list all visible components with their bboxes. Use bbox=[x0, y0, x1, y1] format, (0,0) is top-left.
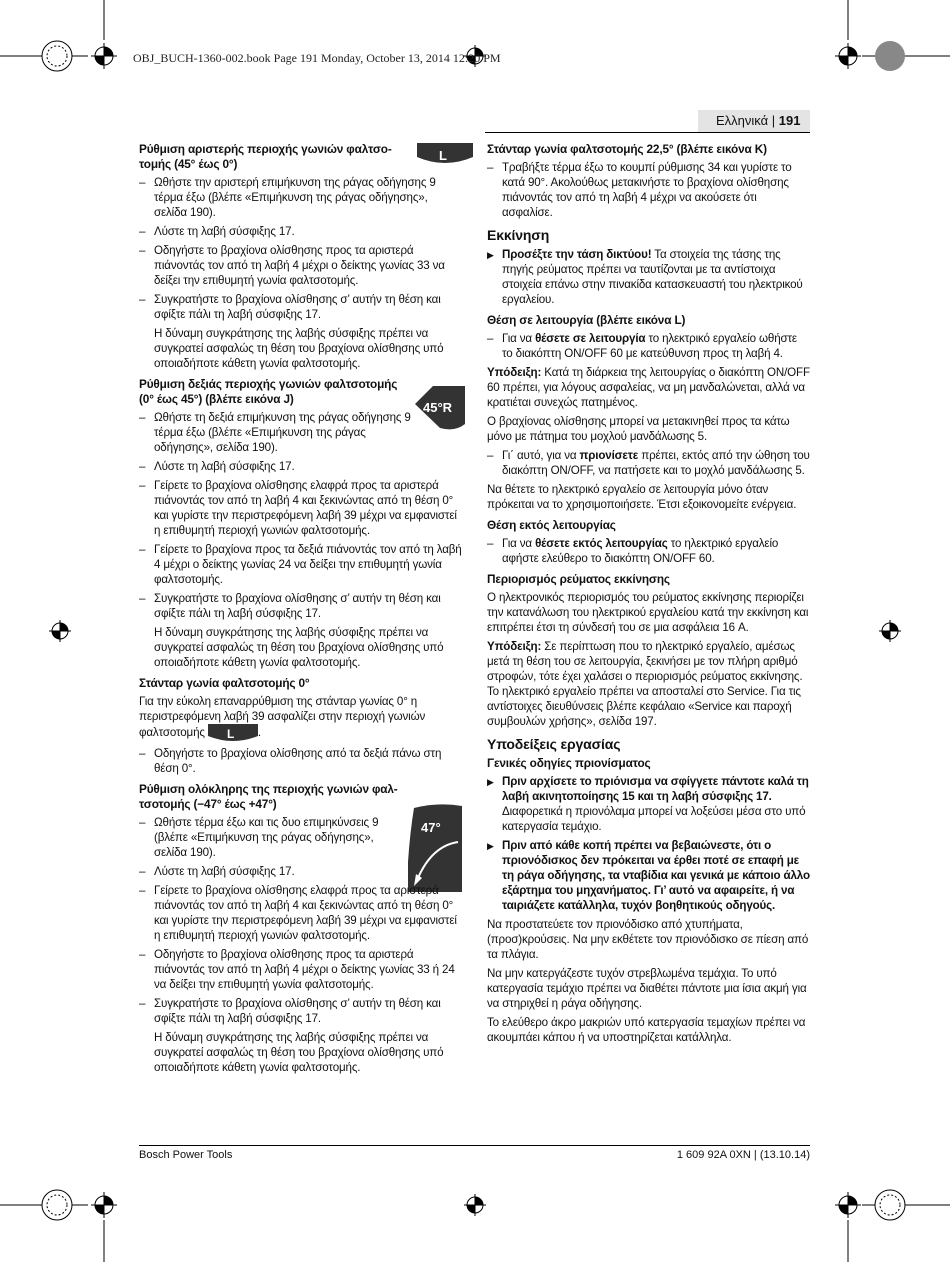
page-language: Ελληνικά bbox=[716, 113, 769, 128]
text: Γι΄ αυτό, για να bbox=[502, 449, 580, 462]
list-item: – Λύστε τη λαβή σύσφιξης 17. bbox=[139, 864, 463, 879]
paragraph-text: Για την εύκολη επαναρρύθμιση της στάνταρ γωνίας 0° η περιστρεφόμενη λαβή 39 ασφαλίζει στην περιοχή γωνιών φαλτσοτομής bbox=[139, 695, 426, 740]
list-item: – Οδηγήστε το βραχίονα ολίσθησης από τα δεξιά πάνω στη θέση 0°. bbox=[139, 746, 463, 776]
hint-label: Υπόδειξη: bbox=[487, 366, 542, 379]
section-heading-work-advice: Υποδείξεις εργασίας bbox=[487, 736, 621, 752]
page-header: Ελληνικά | 191 bbox=[716, 113, 801, 128]
warning-item bbox=[487, 774, 810, 834]
section-heading-standard-22-5: Στάνταρ γωνία φαλτσοτομής 22,5° (βλέπε εικόνα K) bbox=[487, 142, 767, 156]
text-bold: θέσετε σε λειτουργία bbox=[535, 332, 646, 345]
text-bold: πριονίσετε bbox=[579, 449, 639, 462]
warning-bold: Πριν από κάθε κοπή πρέπει να βεβαιώνεστε, ότι ο πριονόδισκος δεν πρόκειται να έρθει ποτέ σε επαφή με τη ράγα οδήγησης, τα νταβίδια και γενικά με κάποιο άλλο εξάρτημα του μηχανήματος. Γι’ αυτό να αφαιρείτε, ή να ταιριάζετε κατάλληλα, τυχόν βοηθητικούς οδηγούς. bbox=[502, 839, 810, 912]
section-heading-full-range: Ρύθμιση ολόκληρης της περιοχής γωνιών φαλ-τσοτομής (−47° έως +47°) bbox=[139, 782, 398, 811]
paragraph bbox=[139, 694, 463, 742]
list-item: – Ωθήστε την αριστερή επιμήκυνση της ράγας οδήγησης 9 τέρμα έξω (βλέπε «Επιμήκυνση της ράγας οδήγησης», σελίδα 190). bbox=[139, 175, 463, 220]
footer-right: 1 609 92A 0XN | (13.10.14) bbox=[676, 1149, 810, 1161]
list-item: – Ωθήστε τέρμα έξω και τις δυο επιμηκύνσεις 9 (βλέπε «Επιμήκυνση της ράγας οδήγησης», σελίδα 190). bbox=[139, 815, 409, 860]
list-item: – Τραβήξτε τέρμα έξω το κουμπί ρύθμισης 34 και γυρίστε το κατά 90°. Ακολούθως μετακινήστε το βραχίονα ολίσθησης πιάνοντάς τον από τη λαβή 4 μέχρι να ακούσετε ότι ασφαλίσε. bbox=[487, 160, 810, 220]
badge-L-text: L bbox=[439, 148, 447, 163]
badge-L-inline bbox=[208, 724, 258, 742]
text: Για να bbox=[502, 537, 536, 550]
warning-bold: Πριν αρχίσετε το πριόνισμα να σφίγγετε πάντοτε καλά τη λαβή ακινητοποίησης 15 και τη λαβή σύσφιξης 17. bbox=[502, 775, 809, 803]
page-number: 191 bbox=[778, 113, 801, 128]
paragraph: Να θέτετε το ηλεκτρικό εργαλείο σε λειτουργία μόνο όταν πρόκειται να το χρησιμοποιήσετε. Έτσι εξοικονομείτε ενέργεια. bbox=[487, 483, 797, 511]
text: το ηλεκτρικό εργαλείο ωθήστε το διακόπτη ON/OFF 60 με κατεύθυνση προς τη λαβή 4. bbox=[502, 332, 797, 360]
note-text: Η δύναμη συγκράτησης της λαβής σύσφιξης πρέπει να συγκρατεί ασφαλώς τη θέση του βραχίονα ολίσθησης υπό οποιαδήποτε κάθετη γωνία φαλτσοτομής. bbox=[154, 1031, 444, 1074]
badge-L-inline-text: L bbox=[226, 727, 235, 741]
note-text: Η δύναμη συγκράτησης της λαβής σύσφιξης πρέπει να συγκρατεί ασφαλώς τη θέση του βραχίονα ολίσθησης υπό οποιαδήποτε κάθετη γωνία φαλτσοτομής. bbox=[154, 626, 444, 669]
note-text: Η δύναμη συγκράτησης της λαβής σύσφιξης πρέπει να συγκρατεί ασφαλώς τη θέση του βραχίονα ολίσθησης υπό οποιαδήποτε κάθετη γωνία φαλτσοτομής. bbox=[154, 327, 444, 370]
section-heading-switch-on: Θέση σε λειτουργία (βλέπε εικόνα L) bbox=[487, 313, 686, 327]
subheading-general-sawing: Γενικές οδηγίες πριονίσματος bbox=[487, 756, 651, 770]
paragraph: Να μην κατεργάζεστε τυχόν στρεβλωμένα τεμάχια. Το υπό κατεργασία τεμάχιο πρέπει να διαθέτει πάντοτε μια ίσια ακμή για να στηριχθεί η ράγα οδήγησης. bbox=[487, 967, 807, 1010]
warning-bold: Προσέξτε την τάση δικτύου! bbox=[502, 248, 652, 261]
list-item bbox=[487, 331, 810, 361]
paragraph: Το ελεύθερο άκρο μακριών υπό κατεργασία τεμαχίων πρέπει να ακουμπάει κάπου ή να υποστηρίζεται κατάλληλα. bbox=[487, 1016, 806, 1044]
paragraph-end: . bbox=[257, 726, 261, 740]
hint-paragraph bbox=[487, 365, 810, 410]
left-column bbox=[139, 138, 463, 1079]
text-bold: θέσετε εκτός λειτουργίας bbox=[535, 537, 668, 550]
list-item: – Οδηγήστε το βραχίονα ολίσθησης προς τα αριστερά πιάνοντάς τον από τη λαβή 4 μέχρι ο δείκτης γωνίας 33 να δείξει την επιθυμητή γωνία φαλτσοτομής. bbox=[139, 243, 463, 288]
list-item: – Οδηγήστε το βραχίονα ολίσθησης προς τα αριστερά πιάνοντάς τον από τη λαβή 4 μέχρι ο δείκτης γωνίας 33 ή 24 να δείξει την επιθυμητή γωνία φαλτσοτομής. bbox=[139, 947, 463, 992]
right-column bbox=[487, 138, 810, 1049]
section-heading-starting-current: Περιορισμός ρεύματος εκκίνησης bbox=[487, 572, 670, 586]
badge-45R-text: 45°R bbox=[423, 400, 453, 415]
list-item: – Συγκρατήστε το βραχίονα ολίσθησης σ’ αυτήν τη θέση και σφίξτε πάλι τη λαβή σύσφιξης 17. bbox=[139, 292, 463, 322]
section-heading-standard-0: Στάνταρ γωνία φαλτσοτομής 0° bbox=[139, 676, 310, 690]
warning-item bbox=[487, 247, 810, 307]
hint-text: Σε περίπτωση που το ηλεκτρικό εργαλείο, αμέσως μετά τη θέση του σε λειτουργία, ξεκινήσει με τον πλήρη αριθμό στροφών, τότε έχει χαλάσει ο περιορισμός ρεύματος εκκίνησης. Το ηλεκτρικό εργαλείο πρέπει να αποσταλεί στο Service. Για τις αντίστοιχες διευθύνσεις βλέπε κεφάλαιο «Service και παροχή συμβουλών χρήσης», σελίδα 197. bbox=[487, 640, 803, 728]
hint-label: Υπόδειξη: bbox=[487, 640, 542, 653]
list-item bbox=[487, 448, 810, 478]
text: Για να bbox=[502, 332, 536, 345]
list-item: – Συγκρατήστε το βραχίονα ολίσθησης σ’ αυτήν τη θέση και σφίξτε πάλι τη λαβή σύσφιξης 17. bbox=[139, 996, 463, 1026]
section-heading-left-range: Ρύθμιση αριστερής περιοχής γωνιών φαλτσο-τομής (45° έως 0°) bbox=[139, 142, 392, 171]
paragraph: Ο βραχίονας ολίσθησης μπορεί να μετακινηθεί προς τα κάτω μόνο με πάτημα του μοχλού μανδάλωσης 5. bbox=[487, 415, 790, 443]
badge-47-text: 47° bbox=[421, 820, 441, 835]
list-item: – Ωθήστε τη δεξιά επιμήκυνση της ράγας οδήγησης 9 τέρμα έξω (βλέπε «Επιμήκυνση της ράγας οδήγησης», σελίδα 190). bbox=[139, 410, 414, 455]
footer-rule bbox=[139, 1145, 810, 1146]
paragraph: Να προστατεύετε τον πριονόδισκο από χτυπήματα, (προσ)κρούσεις. Να μην εκθέτετε τον πριονόδισκο σε πίεση από τα πλάγια. bbox=[487, 918, 809, 961]
list-item: – Συγκρατήστε το βραχίονα ολίσθησης σ’ αυτήν τη θέση και σφίξτε πάλι τη λαβή σύσφιξης 17. bbox=[139, 591, 463, 621]
section-heading-switch-off: Θέση εκτός λειτουργίας bbox=[487, 518, 616, 532]
list-item: – Λύστε τη λαβή σύσφιξης 17. bbox=[139, 459, 463, 474]
list-item: – Γείρετε το βραχίονα ολίσθησης ελαφρά προς τα αριστερά πιάνοντάς τον από τη λαβή 4 και ξεκινώντας από τη θέση 0° και γυρίστε την περιστρεφόμενη λαβή 39 μέχρι να εμφανιστεί η επιθυμητή περιοχή γωνιών φαλτσοτομής. bbox=[139, 883, 463, 943]
header-rule bbox=[485, 132, 810, 133]
hint-paragraph bbox=[487, 639, 810, 729]
footer-left: Bosch Power Tools bbox=[139, 1149, 233, 1161]
text: το ηλεκτρικό εργαλείο αφήστε ελεύθερο το διακόπτη ON/OFF 60. bbox=[502, 537, 779, 565]
print-file-info: OBJ_BUCH-1360-002.book Page 191 Monday, October 13, 2014 12:20 PM bbox=[133, 51, 501, 65]
warning-text: Τα στοιχεία της τάσης της πηγής ρεύματος πρέπει να ταυτίζονται με τα αντίστοιχα στοιχεία επάνω στην πινακίδα κατασκευαστή του ηλεκτρικού εργαλείου. bbox=[502, 248, 803, 306]
warning-text: Διαφορετικά η πριονόλαμα μπορεί να λοξεύσει μέσα στο υπό κατεργασία τεμάχιο. bbox=[502, 805, 806, 833]
section-heading-right-range: Ρύθμιση δεξιάς περιοχής γωνιών φαλτσοτομής (0° έως 45°) (βλέπε εικόνα J) bbox=[139, 377, 398, 406]
warning-item bbox=[487, 838, 810, 913]
text: πρέπει, εκτός από την ώθηση του διακόπτη ON/OFF, να πατήσετε και το μοχλό μανδάλωσης 5. bbox=[502, 449, 810, 477]
list-item: – Γείρετε το βραχίονα ολίσθησης ελαφρά προς τα αριστερά πιάνοντάς τον από τη λαβή 4 και ξεκινώντας από τη θέση 0° και γυρίστε την περιστρεφόμενη λαβή 39 μέχρι να εμφανιστεί η επιθυμητή περιοχή γωνιών φαλτσοτομής. bbox=[139, 478, 463, 538]
section-heading-start: Εκκίνηση bbox=[487, 227, 550, 243]
list-item bbox=[487, 536, 810, 566]
list-item: – Γείρετε το βραχίονα προς τα δεξιά πιάνοντάς τον από τη λαβή 4 μέχρι ο δείκτης γωνίας 24 να δείξει την επιθυμητή γωνία φαλτσοτομής. bbox=[139, 542, 463, 587]
hint-text: Κατά τη διάρκεια της λειτουργίας ο διακόπτη ON/OFF 60 πρέπει, για λόγους ασφαλείας, να μη μανδαλώνεται, αλλά να κρατιέται συνεχώς πατημένος. bbox=[487, 366, 810, 409]
paragraph: Ο ηλεκτρονικός περιορισμός του ρεύματος εκκίνησης περιορίζει την κατανάλωση του ηλεκτρικού εργαλείου κατά την εκκίνηση και επιτρέπει έτσι τη σύνδεσή του σε μια ασφάλεια 16 A. bbox=[487, 591, 809, 634]
list-item: – Λύστε τη λαβή σύσφιξης 17. bbox=[139, 224, 463, 239]
